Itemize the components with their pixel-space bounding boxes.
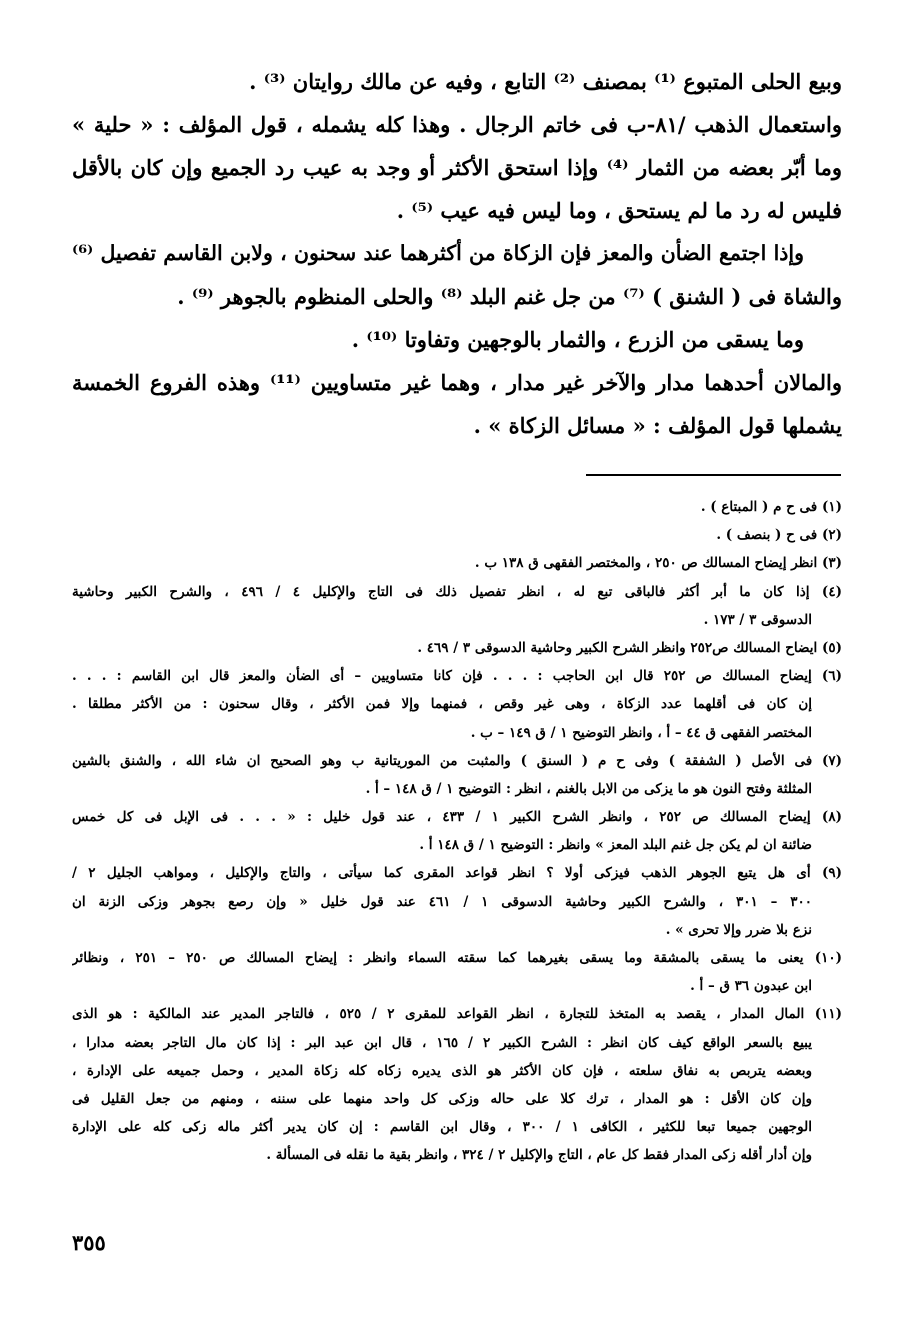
footnote-line: يبيع بالسعر الواقع كيف كان انظر : الشرح الكبير ٢ / ١٦٥ ، قال ابن عبد البر : إذا كان مال التاجر بعضه مدارا ، bbox=[72, 1034, 812, 1051]
text-line: يشملها قول المؤلف : « مسائل الزكاة » . bbox=[473, 413, 842, 438]
page-number: ٣٥٥ bbox=[72, 1230, 106, 1255]
main-text bbox=[72, 60, 842, 447]
footnote-line: وبعضه يتربص به نفاق سلعته ، فإن كان الأكثر هو الذى يديره زكاه كله زكاة المدير ، وحمل جميعه على الإدارة ، bbox=[72, 1062, 812, 1079]
footnote-line: (٩) أى هل يتبع الجوهر الذهب فيزكى أولا ؟ انظر قواعد المقرى كما سيأتى ، والتاج والإكليل ، ومواهب الجليل ٢ / bbox=[72, 865, 842, 882]
footnote-line: إن كان فى أقلهما عدد الزكاة ، وهى غير وقص ، فمنهما وإلا فمن الأكثر ، وقال سحنون : من الأكثر مطلقا . bbox=[72, 696, 812, 713]
text-line: وإذا اجتمع الضأن والمعز فإن الزكاة من أكثرهما عند سحنون ، ولابن القاسم تفصيل ⁽⁶⁾ bbox=[72, 241, 804, 265]
text-line: والمالان أحدهما مدار والآخر غير مدار ، وهما غير متساويين ⁽¹¹⁾ وهذه الفروع الخمسة bbox=[72, 370, 842, 395]
footnote-line: (١) فى ح م ( المبتاع ) . bbox=[700, 499, 842, 515]
text-line: وما يسقى من الزرع ، والثمار بالوجهين وتفاوتا ⁽¹⁰⁾ . bbox=[351, 327, 804, 352]
footnote-line: (٦) إيضاح المسالك ص ٢٥٢ قال ابن الحاجب : . . . فإن كانا متساويين – أى الضأن والمعز قال ابن القاسم : . . . bbox=[72, 668, 842, 685]
footnote-line: المثلثة وفتح النون هو ما يزكى من الابل بالغنم ، انظر : التوضيح ١ / ق ١٤٨ – أ . bbox=[365, 780, 812, 797]
footnote-line: ابن عبدون ٣٦ ق – أ . bbox=[690, 978, 812, 995]
footnote-separator bbox=[586, 474, 841, 476]
text-line: وبيع الحلى المتبوع ⁽¹⁾ بمصنف ⁽²⁾ التابع ، وفيه عن مالك روايتان ⁽³⁾ . bbox=[249, 69, 842, 94]
footnote-line: (٥) ايضاح المسالك ص٢٥٢ وانظر الشرح الكبير وحاشية الدسوقى ٣ / ٤٦٩ . bbox=[417, 639, 842, 656]
text-line: والشاة فى ( الشنق ) ⁽⁷⁾ من جل غنم البلد ⁽⁸⁾ والحلى المنظوم بالجوهر ⁽⁹⁾ . bbox=[177, 284, 842, 309]
footnote-line: وإن أدار أقله زكى المدار فقط كل عام ، التاج والإكليل ٢ / ٣٢٤ ، وانظر بقية ما نقله فى المسألة . bbox=[266, 1147, 812, 1164]
footnote-line: (١١) المال المدار ، يقصد به المتخذ للتجارة ، انظر القواعد للمقرى ٢ / ٥٢٥ ، فالتاجر المدير عند المالكية : هو الذى bbox=[72, 1006, 842, 1023]
footnote-line: الوجهين جميعا تبعا للكثير ، الكافى ١ / ٣٠٠ ، وقال ابن القاسم : إن كان يدير أكثر ماله زكى كله على الإدارة bbox=[72, 1119, 812, 1136]
text-line: وما أبّر بعضه من الثمار ⁽⁴⁾ وإذا استحق الأكثر أو وجد به عيب رد الجميع وإن كان بالأقل bbox=[72, 155, 842, 180]
footnote-line: المختصر الفقهى ق ٤٤ – أ ، وانظر التوضيح ١ / ق ١٤٩ – ب . bbox=[470, 724, 812, 741]
footnote-line: الدسوقى ٣ / ١٧٣ . bbox=[703, 611, 812, 628]
footnote-line: ٣٠٠ – ٣٠١ ، والشرح الكبير وحاشية الدسوقى ١ / ٤٦١ عند قول خليل « وإن رصع بجوهر وزكى الزنة ان bbox=[72, 893, 813, 910]
footnote-line: ضائنة ان لم يكن جل غنم البلد المعز » وانظر : التوضيح ١ / ق ١٤٨ أ . bbox=[419, 837, 812, 854]
footnote-line: (١٠) يعنى ما يسقى بالمشقة وما يسقى بغيرهما كما سقته السماء وانظر : إيضاح المسالك ص ٢٥٠ – ٢٥١ ، ونظائر bbox=[72, 950, 842, 966]
footnote-line: نزع بلا ضرر وإلا تحرى » . bbox=[665, 921, 812, 938]
text-line: فليس له رد ما لم يستحق ، وما ليس فيه عيب ⁽⁵⁾ . bbox=[396, 198, 842, 223]
text-line: واستعمال الذهب /٨١-ب فى خاتم الرجال . وهذا كله يشمله ، قول المؤلف : « حلية » bbox=[72, 112, 842, 137]
footnote-line: (٤) إذا كان ما أبر أكثر فالباقى تبع له ، انظر تفصيل ذلك فى التاج والإكليل ٤ / ٤٩٦ ، والشرح الكبير وحاشية bbox=[72, 583, 842, 600]
footnotes bbox=[72, 493, 842, 1170]
footnote-line: (٧) فى الأصل ( الشفقة ) وفى ح م ( السنق ) والمثبت من الموريتانية ب وهو الصحيح ان شاء الله ، والشنق بالشين bbox=[72, 752, 842, 769]
footnote-line: وإن كان الأقل : هو المدار ، ترك كلا على حاله وزكى كل واحد منهما على سننه ، ومنهم من جعل القليل فى bbox=[72, 1090, 812, 1107]
footnote-line: (٣) انظر إيضاح المسالك ص ٢٥٠ ، والمختصر الفقهى ق ١٣٨ ب . bbox=[474, 555, 842, 572]
footnote-line: (٢) فى ح ( بنصف ) . bbox=[716, 527, 842, 544]
footnote-line: (٨) إيضاح المسالك ص ٢٥٢ ، وانظر الشرح الكبير ١ / ٤٣٣ ، عند قول خليل : « . . . فى الإبل فى كل خمس bbox=[72, 809, 842, 826]
